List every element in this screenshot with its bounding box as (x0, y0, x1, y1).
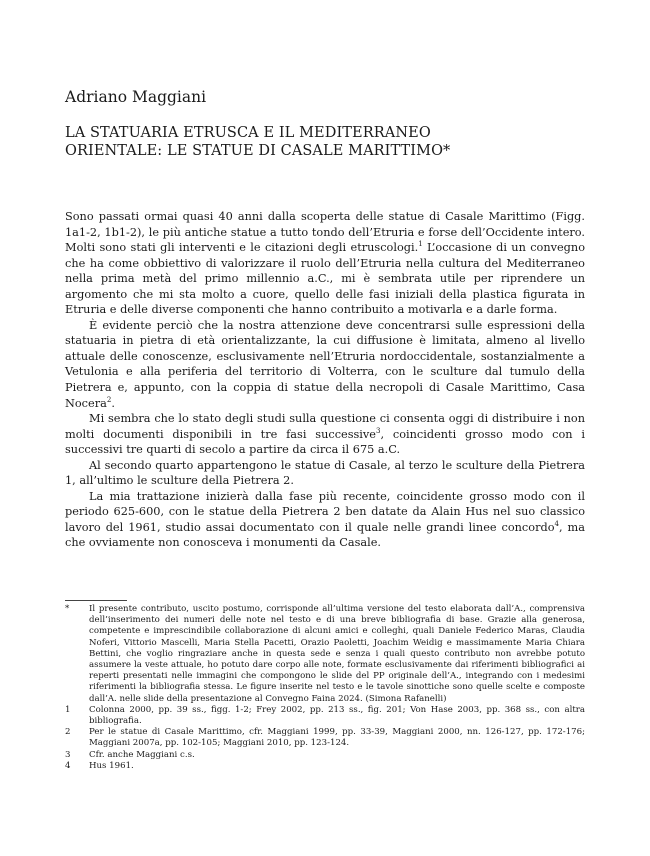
footnote-ref[interactable]: 1 (418, 240, 423, 249)
footnote-mark: 3 (65, 749, 71, 760)
paragraph (65, 209, 585, 318)
footnote-text: Colonna 2000, pp. 39 ss., figg. 1-2; Frey 2002, pp. 213 ss., fig. 201; Von Hase 2003, pp. 368 ss., con altra bibliografia. (89, 704, 585, 727)
paragraph-text: La mia trattazione inizierà dalla fase più recente, coincidente grosso modo con il periodo 625-600, con le statue della Pietrera 2 ben datate da Alain Hus nel suo classico lavoro del 1961, studio assai documentato con il quale nelle grandi linee concordo (65, 489, 585, 534)
footnote-text: Per le statue di Casale Marittimo, cfr. Maggiani 1999, pp. 33-39, Maggiani 2000, nn. 126-127, pp. 172-176; Maggiani 2007a, pp. 102-105; Maggiani 2010, pp. 123-124. (89, 727, 585, 749)
footnote (65, 727, 585, 749)
footnote-ref[interactable]: 2 (106, 395, 112, 404)
footnote-mark: * (65, 604, 70, 614)
paragraph (65, 489, 585, 551)
paragraph-text: È evidente perciò che la nostra attenzione deve concentrarsi sulle espressioni della statuaria in pietra di età orientalizzante, la cui diffusione è limitata, almeno al livello attuale delle conoscenze, esclusivamente nell’Etruria nordoccidentale, sostanzialmente a Vetulonia e alla periferia del territorio di Volterra, con le sculture dal tumulo della Pietrera e, appunto, con la coppia di statue della necropoli di Casale Marittimo, Casa Nocera (65, 318, 585, 410)
footnote-ref[interactable]: 4 (554, 520, 559, 529)
paragraph-text: Mi sembra che lo stato degli studi sulla questione ci consenta oggi di distribuire i non molti documenti disponibili in tre fasi successive (65, 412, 585, 441)
footnote-text: Cfr. anche Maggiani c.s. (89, 749, 195, 760)
paragraph-text: . (111, 396, 115, 410)
footnote-divider (65, 600, 127, 601)
footnote-mark: 4 (65, 760, 71, 771)
footnote-mark: 1 (65, 704, 71, 715)
article-title: LA STATUARIA ETRUSCA E IL MEDITERRANEO ORIENTALE: LE STATUE DI CASALE MARITTIMO* (65, 125, 451, 159)
paragraph-text: , ma che ovviamente non conosceva i monumenti da Casale. (65, 520, 585, 550)
body-text (65, 209, 585, 551)
paragraph (65, 411, 585, 458)
footnote (65, 761, 585, 772)
footnote-mark: 2 (65, 727, 71, 738)
footnote-text: Hus 1961. (89, 760, 134, 771)
footnote (65, 604, 585, 705)
author-name: Adriano Maggiani (65, 88, 207, 106)
paragraph (65, 318, 585, 411)
footnote (65, 750, 585, 761)
footnote (65, 705, 585, 727)
paragraph (65, 458, 585, 489)
footnote-ref[interactable]: 3 (376, 426, 381, 435)
paragraph-text: , coincidenti grosso modo con i successivi tre quarti di secolo a partire da circa il 675 a.C. (65, 427, 585, 457)
paragraph-text: Sono passati ormai quasi 40 anni dalla scoperta delle statue di Casale Marittimo (Figg. 1a1-2, 1b1-2), le più antiche statue a tutto tondo dell’Etruria e forse dell’Occidente intero. Molti sono stati gli interventi e le citazioni degli etruscologi. (65, 210, 585, 255)
footnotes (65, 604, 585, 772)
paragraph-text: Al secondo quarto appartengono le statue di Casale, al terzo le sculture della Pietrera 1, all’ultimo le sculture della Pietrera 2. (65, 458, 585, 488)
paragraph-text: L’occasione di un convegno che ha come obbiettivo di valorizzare il ruolo dell’Etruria nella cultura del Mediterraneo nella prima metà del primo millennio a.C., mi è sembrata utile per riprendere un argomento che mi sta molto a cuore, quello delle fasi iniziali della plastica figurata in Etruria e delle diverse componenti che hanno contribuito a motivarla e a darle forma. (65, 241, 585, 317)
footnote-text: Il presente contributo, uscito postumo, corrisponde all’ultima versione del testo elaborata dall’A., comprensiva dell’inserimento dei numeri delle note nel testo e di una breve bibliografia di base. Grazie alla generosa, competente e imprescindibile collaborazione di alcuni amici e colleghi, quali Daniele Federico Maras, Claudia Noferi, Vittorio Mascelli, Maria Stella Pacetti, Orazio Paoletti, Joachim Weidig e massimamente Maria Chiara Bettini, che voglio ringraziare anche in questa sede e senza i quali questo contributo non avrebbe potuto assumere la veste attuale, ho potuto dare corpo alle note, formate esclusivamente dai riferimenti bibliografici ai reperti presentati nelle immagini che compongono le slide del PP originale dell’A., integrando con i medesimi riferimenti la bibliografia stessa. Le figure inserite nel testo e le tavole sinottiche sono quelle scelte e composte dall’A. nelle slide della presentazione al Convegno Faina 2024. (Simona Rafanelli) (89, 604, 585, 704)
